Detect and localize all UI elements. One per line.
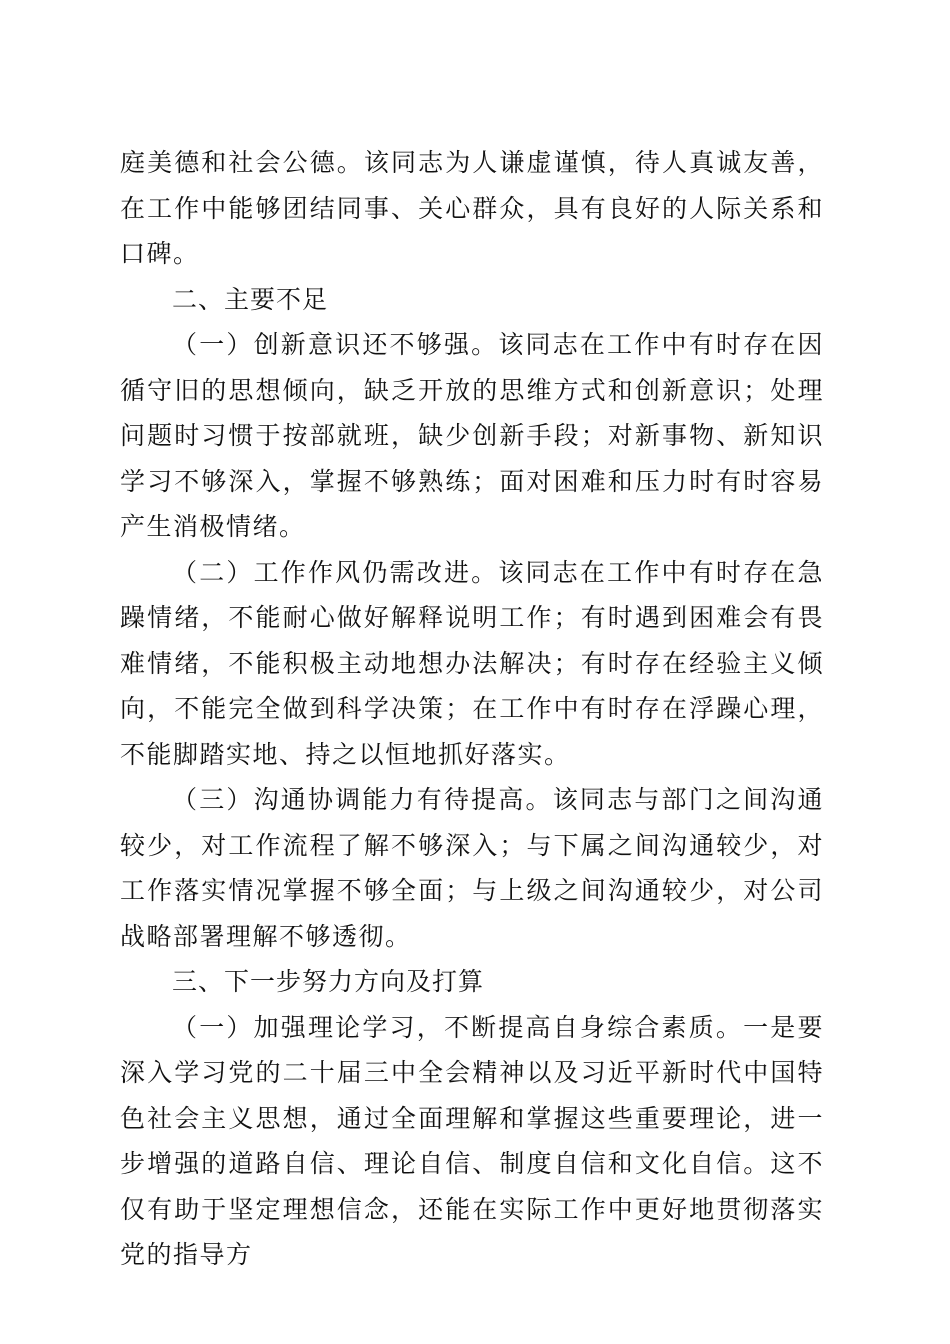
paragraph-body: 一是要深入学习党的二十届三中全会精神以及习近平新时代中国特色社会主义思想，通过全面理解和掌握这些重要理论，进一步增强的道路自信、理论自信、制度自信和文化自信。这不仅有助于坚定理想信念，还能在实际工作中更好地贯彻落实党的指导方 xyxy=(120,1012,824,1269)
paragraph-body: 该同志在工作中有时存在因循守旧的思想倾向，缺乏开放的思维方式和创新意识；处理问题时习惯于按部就班，缺少创新手段；对新事物、新知识学习不够深入，掌握不够熟练；面对困难和压力时有时容易产生消极情绪。 xyxy=(120,330,824,541)
section-heading-next-steps: 三、下一步努力方向及打算 xyxy=(172,967,485,996)
shortcoming-paragraph-1 xyxy=(120,322,824,550)
paragraph-lead: （一）创新意识还不够强。 xyxy=(172,330,499,359)
next-steps-paragraph-1 xyxy=(120,1005,824,1278)
intro-paragraph: 庭美德和社会公德。该同志为人谦虚谨慎，待人真诚友善，在工作中能够团结同事、关心群众，具有良好的人际关系和口碑。 xyxy=(120,148,824,268)
shortcoming-paragraph-3 xyxy=(120,777,824,959)
paragraph-lead: （三）沟通协调能力有待提高。 xyxy=(172,785,553,814)
document-page xyxy=(120,140,824,1278)
paragraph-lead: （二）工作作风仍需改进。 xyxy=(172,557,499,587)
section-heading-shortcomings: 二、主要不足 xyxy=(172,284,329,314)
paragraph-lead: （一）加强理论学习，不断提高自身综合素质。 xyxy=(172,1012,744,1042)
shortcoming-paragraph-2 xyxy=(120,550,824,778)
paragraph-body: 该同志与部门之间沟通较少，对工作流程了解不够深入；与下属之间沟通较少，对工作落实情况掌握不够全面；与上级之间沟通较少，对公司战略部署理解不够透彻。 xyxy=(120,785,824,951)
paragraph-body: 该同志在工作中有时存在急躁情绪，不能耐心做好解释说明工作；有时遇到困难会有畏难情绪，不能积极主动地想办法解决；有时存在经验主义倾向，不能完全做到科学决策；在工作中有时存在浮躁心理，不能脚踏实地、持之以恒地抓好落实。 xyxy=(120,557,824,769)
